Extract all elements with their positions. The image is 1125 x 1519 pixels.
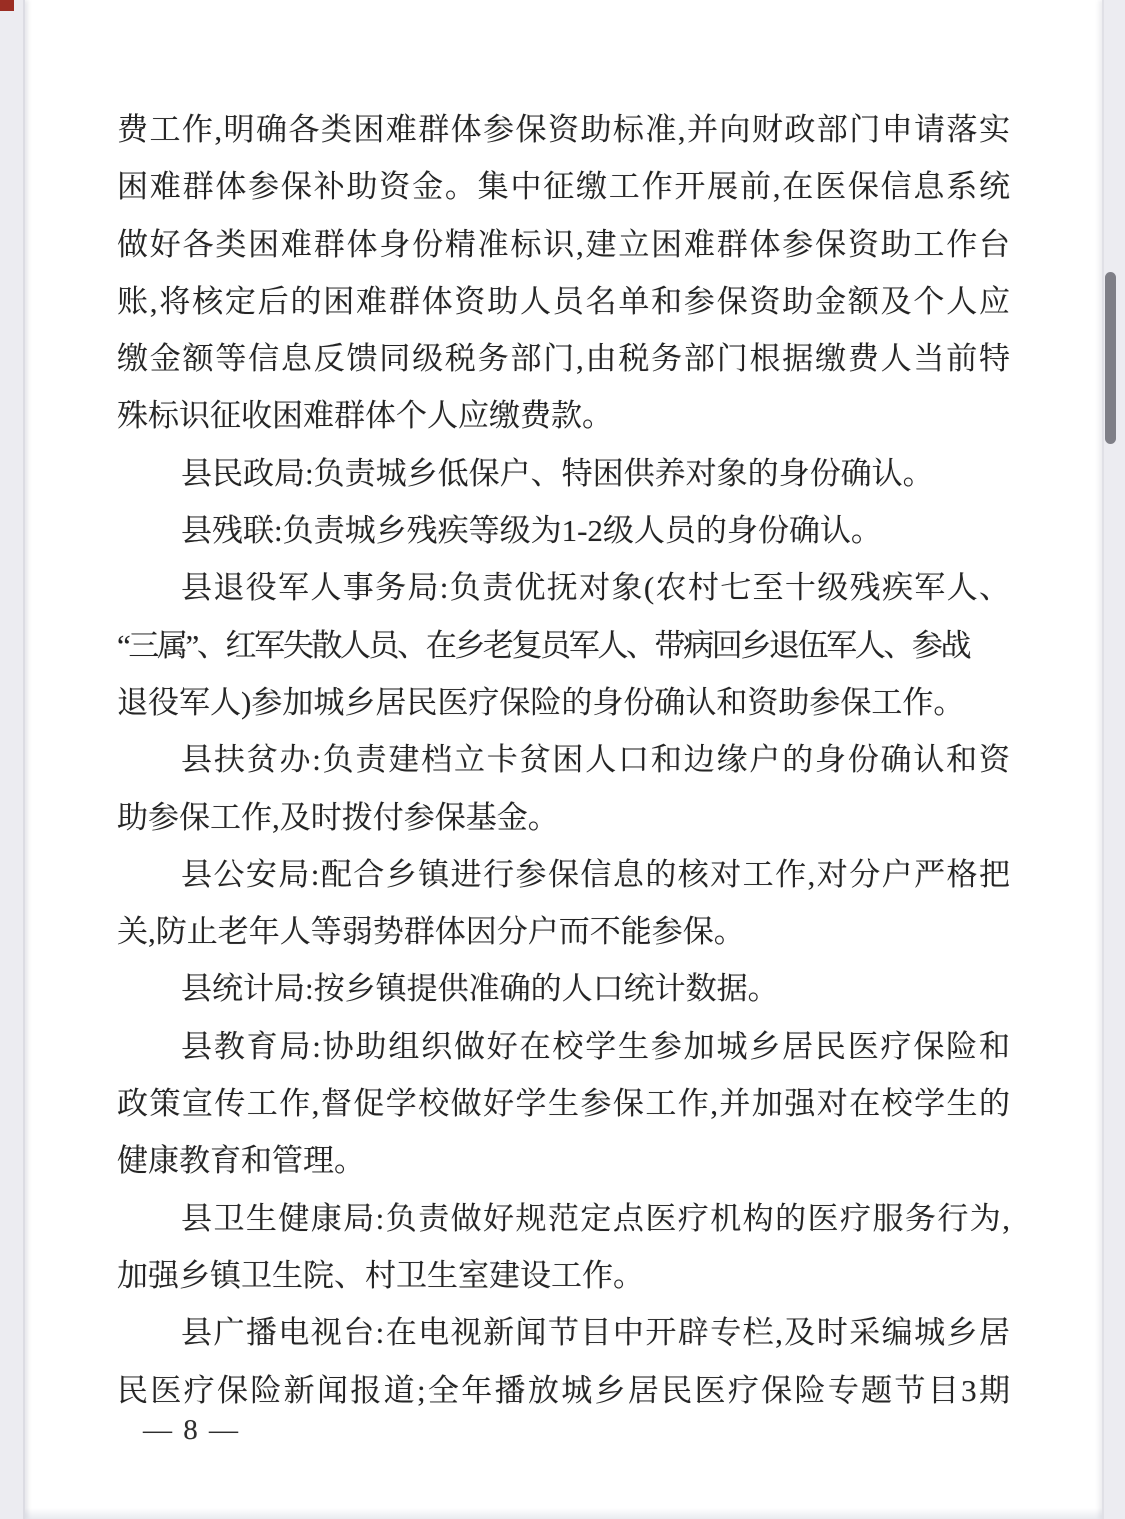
text-line: 殊标识征收困难群体个人应缴费款。 xyxy=(117,398,613,434)
text-line: 县退役军人事务局:负责优抚对象(农村七至十级残疾军人、 xyxy=(181,570,1010,606)
text-line: 县卫生健康局:负责做好规范定点医疗机构的医疗服务行为, xyxy=(181,1200,1010,1236)
text-line: 加强乡镇卫生院、村卫生室建设工作。 xyxy=(117,1257,644,1293)
text-line: 县残联:负责城乡残疾等级为1-2级人员的身份确认。 xyxy=(181,513,882,549)
document-scroll-area[interactable] xyxy=(117,101,1010,1419)
text-line: 县民政局:负责城乡低保户、特困供养对象的身份确认。 xyxy=(181,455,934,491)
text-line: 政策宣传工作,督促学校做好学生参保工作,并加强对在校学生的 xyxy=(117,1086,1010,1122)
text-line: 县扶贫办:负责建档立卡贫困人口和边缘户的身份确认和资 xyxy=(181,742,1010,778)
text-line: 县广播电视台:在电视新闻节目中开辟专栏,及时采编城乡居 xyxy=(181,1315,1010,1351)
text-line: “三属”、红军失散人员、在乡老复员军人、带病回乡退伍军人、参战 xyxy=(117,627,970,663)
page-gutter-left xyxy=(0,0,25,1519)
scrollbar-thumb[interactable] xyxy=(1105,272,1116,444)
page-number: — 8 — xyxy=(143,1414,240,1446)
text-line: 助参保工作,及时拨付参保基金。 xyxy=(117,799,559,835)
text-line: 关,防止老年人等弱势群体因分户而不能参保。 xyxy=(117,914,745,950)
red-corner-mark xyxy=(0,0,14,11)
text-line: 民医疗保险新闻报道;全年播放城乡居民医疗保险专题节目3期 xyxy=(117,1372,1010,1408)
page-bottom-edge xyxy=(0,1508,1125,1519)
text-line: 健康教育和管理。 xyxy=(117,1143,365,1179)
text-line: 县统计局:按乡镇提供准确的人口统计数据。 xyxy=(181,971,779,1007)
text-line: 困难群体参保补助资金。集中征缴工作开展前,在医保信息系统 xyxy=(117,169,1010,205)
text-line: 县公安局:配合乡镇进行参保信息的核对工作,对分户严格把 xyxy=(181,856,1010,892)
text-line: 费工作,明确各类困难群体参保资助标准,并向财政部门申请落实 xyxy=(117,112,1010,147)
page-gutter-right xyxy=(1102,0,1125,1519)
text-line: 缴金额等信息反馈同级税务部门,由税务部门根据缴费人当前特 xyxy=(117,341,1010,377)
text-line: 做好各类困难群体身份精准标识,建立困难群体参保资助工作台 xyxy=(117,226,1010,262)
text-line: 账,将核定后的困难群体资助人员名单和参保资助金额及个人应 xyxy=(117,283,1010,319)
text-line: 退役军人)参加城乡居民医疗保险的身份确认和资助参保工作。 xyxy=(117,684,965,720)
text-line: 县教育局:协助组织做好在校学生参加城乡居民医疗保险和 xyxy=(181,1028,1010,1064)
